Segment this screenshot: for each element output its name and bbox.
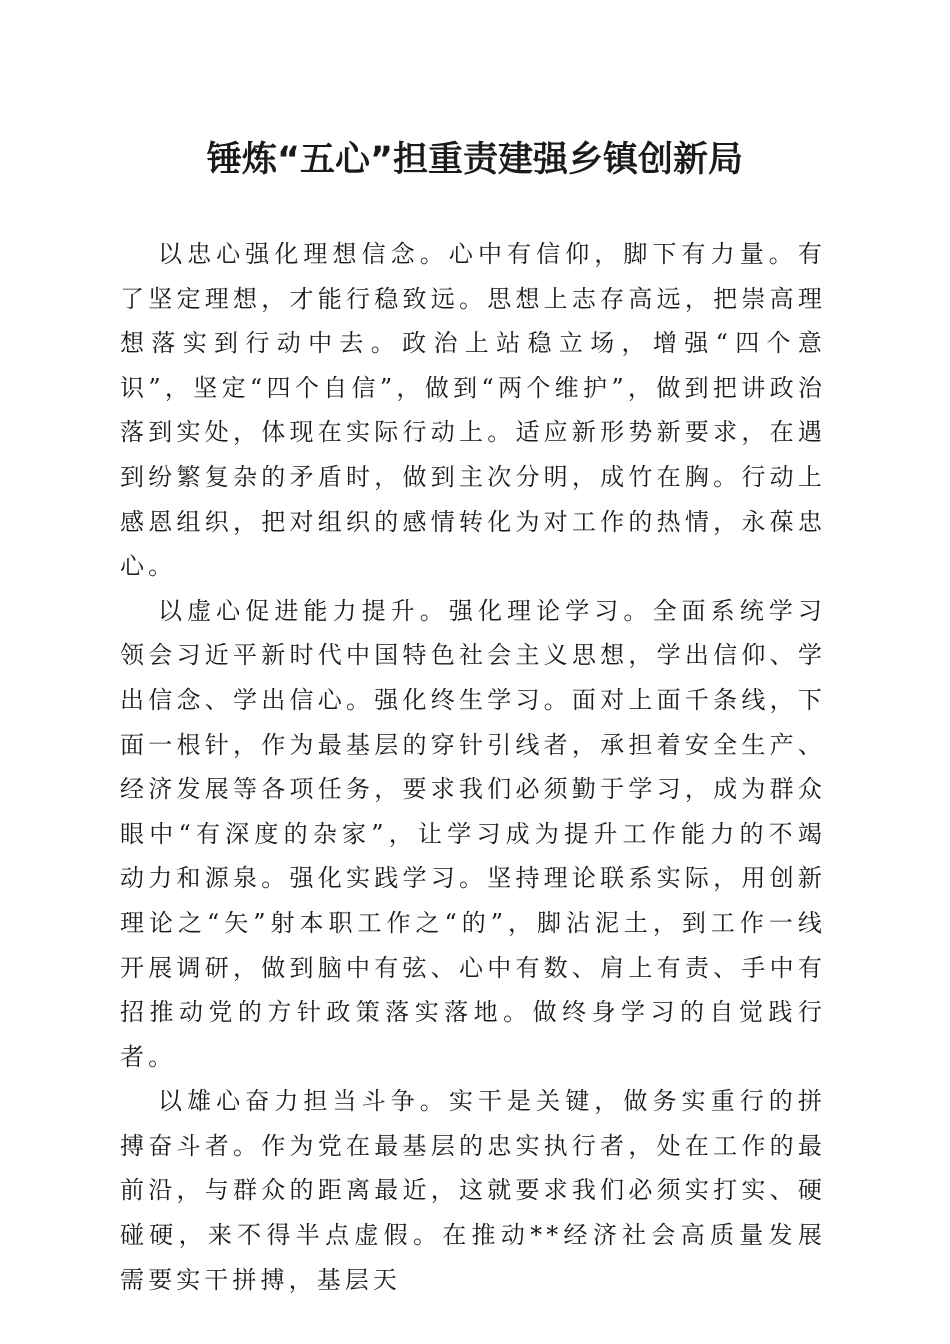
document-title: 锤炼“五心”担重责建强乡镇创新局 [206,140,743,180]
paragraph-loyalty: 以忠心强化理想信念。心中有信仰，脚下有力量。有了坚定理想，才能行稳致远。思想上志存高远，把崇高理想落实到行动中去。政治上站稳立场，增强“四个意识”，坚定“四个自信”，做到“两个维护”，做到把讲政治落到实处，体现在实际行动上。适应新形势新要求，在遇到纷繁复杂的矛盾时，做到主次分明，成竹在胸。行动上感恩组织，把对组织的感情转化为对工作的热情，永葆忠心。 [120,240,826,581]
paragraph-ambition: 以雄心奋力担当斗争。实干是关键，做务实重行的拼搏奋斗者。作为党在最基层的忠实执行者，处在工作的最前沿，与群众的距离最近，这就要求我们必须实打实、硬碰硬，来不得半点虚假。在推动**经济社会高质量发展需要实干拼搏，基层天 [120,1087,826,1294]
document-body [120,232,826,1302]
paragraph-humility: 以虚心促进能力提升。强化理论学习。全面系统学习领会习近平新时代中国特色社会主义思想，学出信仰、学出信念、学出信心。强化终生学习。面对上面千条线，下面一根针，作为最基层的穿针引线者，承担着安全生产、经济发展等各项任务，要求我们必须勤于学习，成为群众眼中“有深度的杂家”，让学习成为提升工作能力的不竭动力和源泉。强化实践学习。坚持理论联系实际，用创新理论之“矢”射本职工作之“的”，脚沾泥土，到工作一线开展调研，做到脑中有弦、心中有数、肩上有责、手中有招推动党的方针政策落实落地。做终身学习的自觉践行者。 [120,596,826,1071]
